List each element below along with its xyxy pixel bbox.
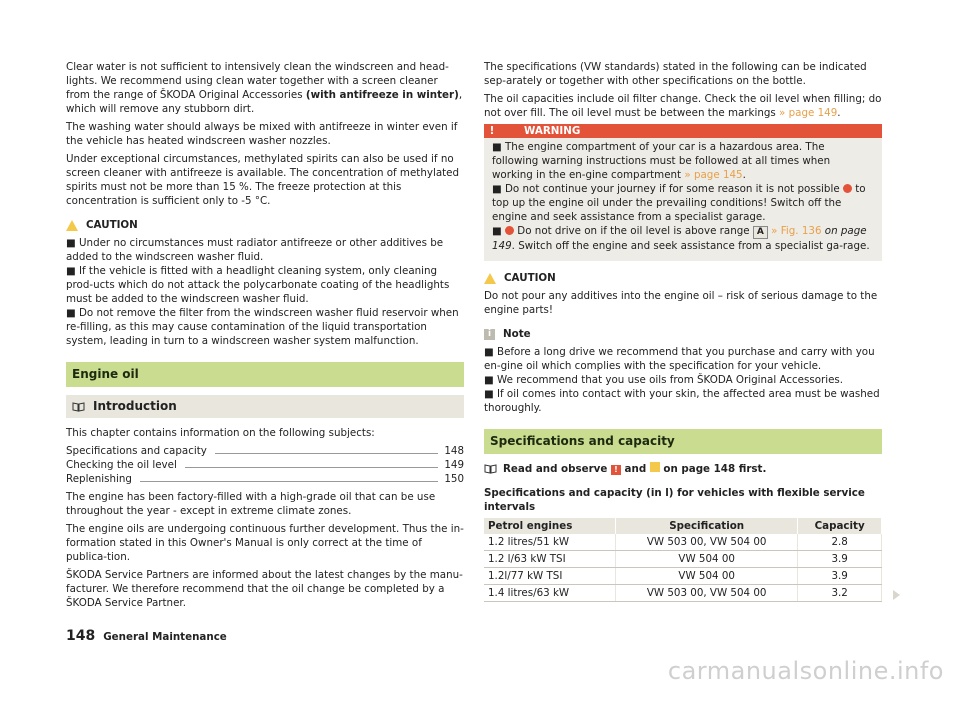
table-row: 1.2l/77 kW TSI VW 504 00 3.9 xyxy=(484,568,882,585)
oil-warning-icon xyxy=(843,184,852,193)
table-header: Capacity xyxy=(798,518,882,534)
table-header: Specification xyxy=(616,518,798,534)
toc-entry[interactable]: Replenishing 150 xyxy=(66,473,464,485)
caution-heading: CAUTION xyxy=(484,271,882,285)
section-title-specifications: Specifications and capacity xyxy=(484,429,882,454)
paragraph-development: The engine oils are undergoing continuous further development. Thus the in-formation stated in this Owner's Manual is only correct at the time of publica-tion. xyxy=(66,523,464,563)
continue-arrow-icon xyxy=(893,590,900,600)
caution-item: ■ If the vehicle is fitted with a headlight cleaning system, only cleaning prod-ucts which do not attack the polycarbonate coating of the headlights must be added to the windscreen washer fluid. xyxy=(66,265,450,305)
note-item: ■ We recommend that you use oils from ŠKODA Original Accessories. xyxy=(484,374,844,386)
table-header: Petrol engines xyxy=(484,518,616,534)
paragraph-specifications: The specifications (VW standards) stated in the following can be indicated sep-arately or together with other specifications on the bottle. xyxy=(484,61,867,87)
paragraph-clear-water: Clear water is not sufficient to intensively clean the windscreen and head-lights. We recommend using clean water together with a screen cleaner from the range of ŠKODA Original Accessories (with antifreeze in winter), which will remove any stubborn dirt. xyxy=(66,61,463,115)
warning-item: ■ Do not drive on if the oil level is above range A » Fig. 136 on page 149. Switch off the engine and seek assistance from a specialist ga-rage. xyxy=(492,225,870,252)
warning-item: ■ Do not continue your journey if for some reason it is not possible to top up the engine oil under the prevailing conditions! Switch off the engine and seek assistance from a specialist garage. xyxy=(492,183,866,223)
specifications-table xyxy=(484,518,882,602)
page-number: 148 xyxy=(66,628,96,644)
caution-heading: CAUTION xyxy=(66,218,464,232)
caution-item: ■ Do not remove the filter from the windscreen washer fluid reservoir when re-filling, as this may cause contamination of the liquid transportation system, leading in turn to a windscreen washer system malfunction. xyxy=(66,307,459,347)
paragraph-oil-capacities: The oil capacities include oil filter change. Check the oil level when filling; do not over fill. The oil level must be between the markings » page 149. xyxy=(484,93,882,119)
caution-icon xyxy=(650,462,660,472)
footer-title: General Maintenance xyxy=(103,631,227,643)
warning-box xyxy=(484,124,882,261)
table-row: 1.2 litres/51 kW VW 503 00, VW 504 00 2.8 xyxy=(484,534,882,551)
caution-triangle-icon xyxy=(66,220,78,231)
book-icon xyxy=(484,464,497,474)
toc-entry[interactable]: Specifications and capacity 148 xyxy=(66,445,464,457)
caution-item: ■ Under no circumstances must radiator antifreeze or other additives be added to the windscreen washer fluid. xyxy=(66,237,444,263)
page-footer xyxy=(66,629,227,644)
toc-entry[interactable]: Checking the oil level 149 xyxy=(66,459,464,471)
read-and-observe: Read and observe ! and on page 148 first. xyxy=(484,462,882,476)
note-item: ■ Before a long drive we recommend that you purchase and carry with you en-gine oil which complies with the specification for your vehicle. xyxy=(484,346,875,372)
page-link[interactable]: » page 149 xyxy=(779,107,838,119)
warning-icon: ! xyxy=(484,124,500,138)
table-row: 1.2 l/63 kW TSI VW 504 00 3.9 xyxy=(484,551,882,568)
book-icon xyxy=(72,402,85,412)
note-heading: i Note xyxy=(484,327,882,341)
intro-text: This chapter contains information on the following subjects: xyxy=(66,427,375,439)
warning-icon: ! xyxy=(611,465,621,475)
warning-item: ■ The engine compartment of your car is a hazardous area. The following warning instructions must be followed at all times when working in the en-gine compartment » page 145. xyxy=(492,141,831,181)
table-caption: Specifications and capacity (in l) for vehicles with flexible service intervals xyxy=(484,487,865,513)
paragraph-washing-water: The washing water should always be mixed with antifreeze in winter even if the vehicle has heated windscreen washer nozzles. xyxy=(66,121,458,147)
page-link[interactable]: » page 145 xyxy=(684,169,743,181)
table-row: 1.4 litres/63 kW VW 503 00, VW 504 00 3.2 xyxy=(484,585,882,602)
paragraph-methylated-spirits: Under exceptional circumstances, methylated spirits can also be used if no screen cleaner with antifreeze is available. The concentration of methylated spirits must not be more than 15 %. The freeze protection at this concentration is sufficient only to -5 °C. xyxy=(66,153,460,207)
oil-warning-icon xyxy=(505,226,514,235)
paragraph-service-partners: ŠKODA Service Partners are informed about the latest changes by the manu-facturer. We therefore recommend that the oil change be completed by a ŠKODA Service Partner. xyxy=(66,569,463,609)
info-icon: i xyxy=(484,329,495,340)
watermark: carmanualsonline.info xyxy=(667,657,944,685)
left-column xyxy=(66,60,464,614)
caution-triangle-icon xyxy=(484,273,496,284)
introduction-heading: Introduction xyxy=(66,395,464,418)
section-title-engine-oil: Engine oil xyxy=(66,362,464,387)
right-column xyxy=(484,60,882,602)
note-item: ■ If oil comes into contact with your skin, the affected area must be washed thoroughly. xyxy=(484,388,880,414)
paragraph-factory-filled: The engine has been factory-filled with a high-grade oil that can be use throughout the year - except in extreme climate zones. xyxy=(66,491,436,517)
caution-text: Do not pour any additives into the engine oil – risk of serious damage to the engine parts! xyxy=(484,290,878,316)
range-a-label: A xyxy=(753,226,768,239)
figure-link[interactable]: » Fig. 136 xyxy=(767,225,822,237)
warning-title: WARNING xyxy=(500,124,882,138)
